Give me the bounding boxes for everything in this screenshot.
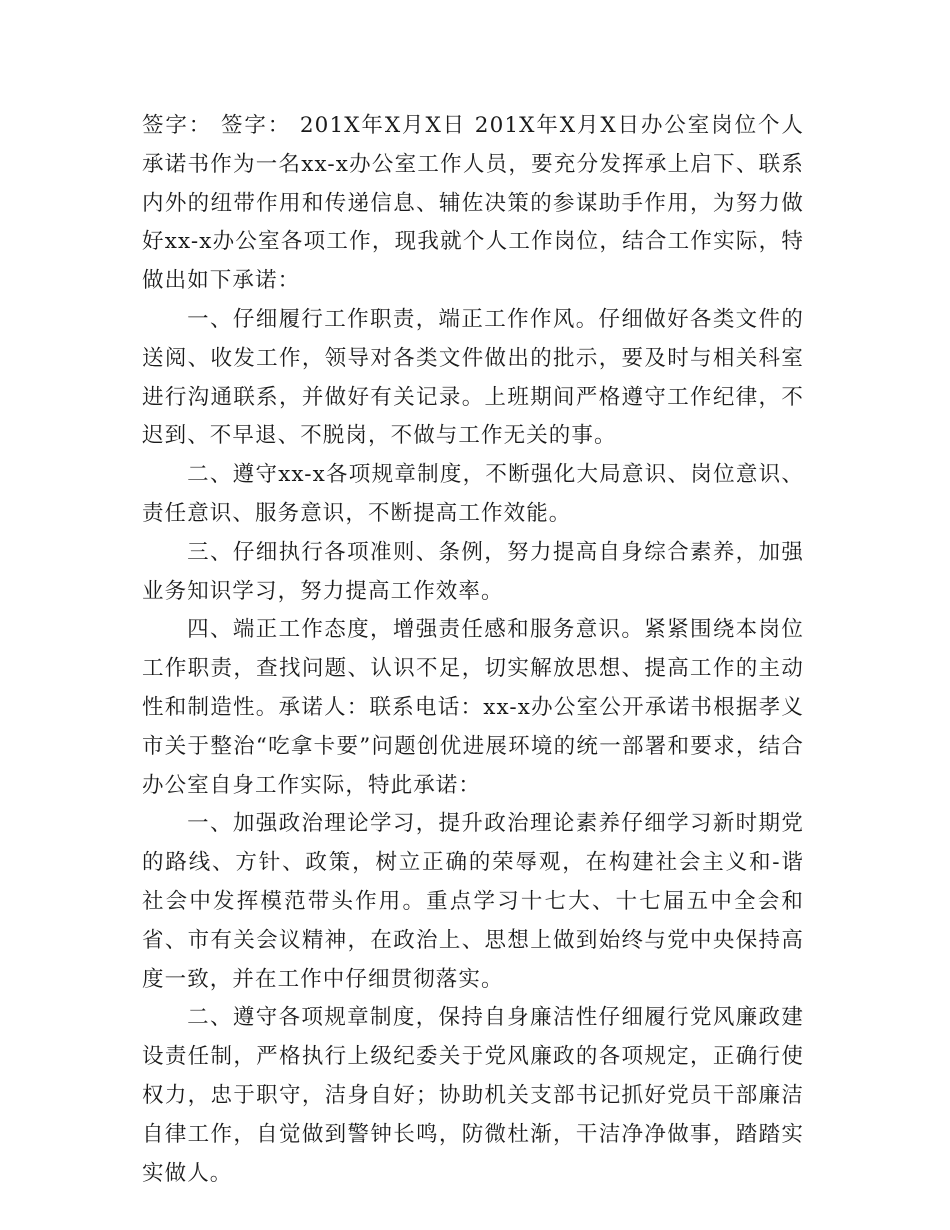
paragraph-signature-and-intro: 签字： 签字： 201X年X月X日 201X年X月X日办公室岗位个人承诺书作为一名xx-x办公室工作人员，要充分发挥承上启下、联系内外的纽带作用和传递信息、辅佐决策的参谋助手作用，为努力做好xx-x办公室各项工作，现我就个人工作岗位，结合工作实际，特做出如下承诺： (142, 113, 804, 294)
paragraph-commitment-3: 三、仔细执行各项准则、条例，努力提高自身综合素养，加强业务知识学习，努力提高工作效率。 (142, 539, 804, 604)
paragraph-commitment-1: 一、仔细履行工作职责，端正工作作风。仔细做好各类文件的送阅、收发工作，领导对各类文件做出的批示，要及时与相关科室进行沟通联系，并做好有关记录。上班期间严格遵守工作纪律，不迟到、不早退、不脱岗，不做与工作无关的事。 (142, 306, 804, 449)
paragraph-commitment-2: 二、遵守xx-x各项规章制度，不断强化大局意识、岗位意识、责任意识、服务意识，不断提高工作效能。 (142, 462, 804, 526)
paragraph-public-commitment-2: 二、遵守各项规章制度，保持自身廉洁性仔细履行党风廉政建设责任制，严格执行上级纪委关于党风廉政的各项规定，正确行使权力，忠于职守，洁身自好；协助机关支部书记抓好党员干部廉洁自律工作，自觉做到警钟长鸣，防微杜渐，干洁净净做事，踏踏实实做人。 (142, 1005, 804, 1186)
paragraph-public-commitment-1: 一、加强政治理论学习，提升政治理论素养仔细学习新时期党的路线、方针、政策，树立正确的荣辱观，在构建社会主义和-谐社会中发挥模范带头作用。重点学习十七大、十七届五中全会和省、市有关会议精神，在政治上、思想上做到始终与党中央保持高度一致，并在工作中仔细贯彻落实。 (142, 811, 804, 992)
paragraph-commitment-4: 四、端正工作态度，增强责任感和服务意识。紧紧围绕本岗位工作职责，查找问题、认识不足，切实解放思想、提高工作的主动性和制造性。承诺人：联系电话：xx-x办公室公开承诺书根据孝义市关于整治“吃拿卡要”问题创优进展环境的统一部署和要求，结合办公室自身工作实际，特此承诺： (142, 617, 804, 798)
document-body (142, 107, 804, 1193)
